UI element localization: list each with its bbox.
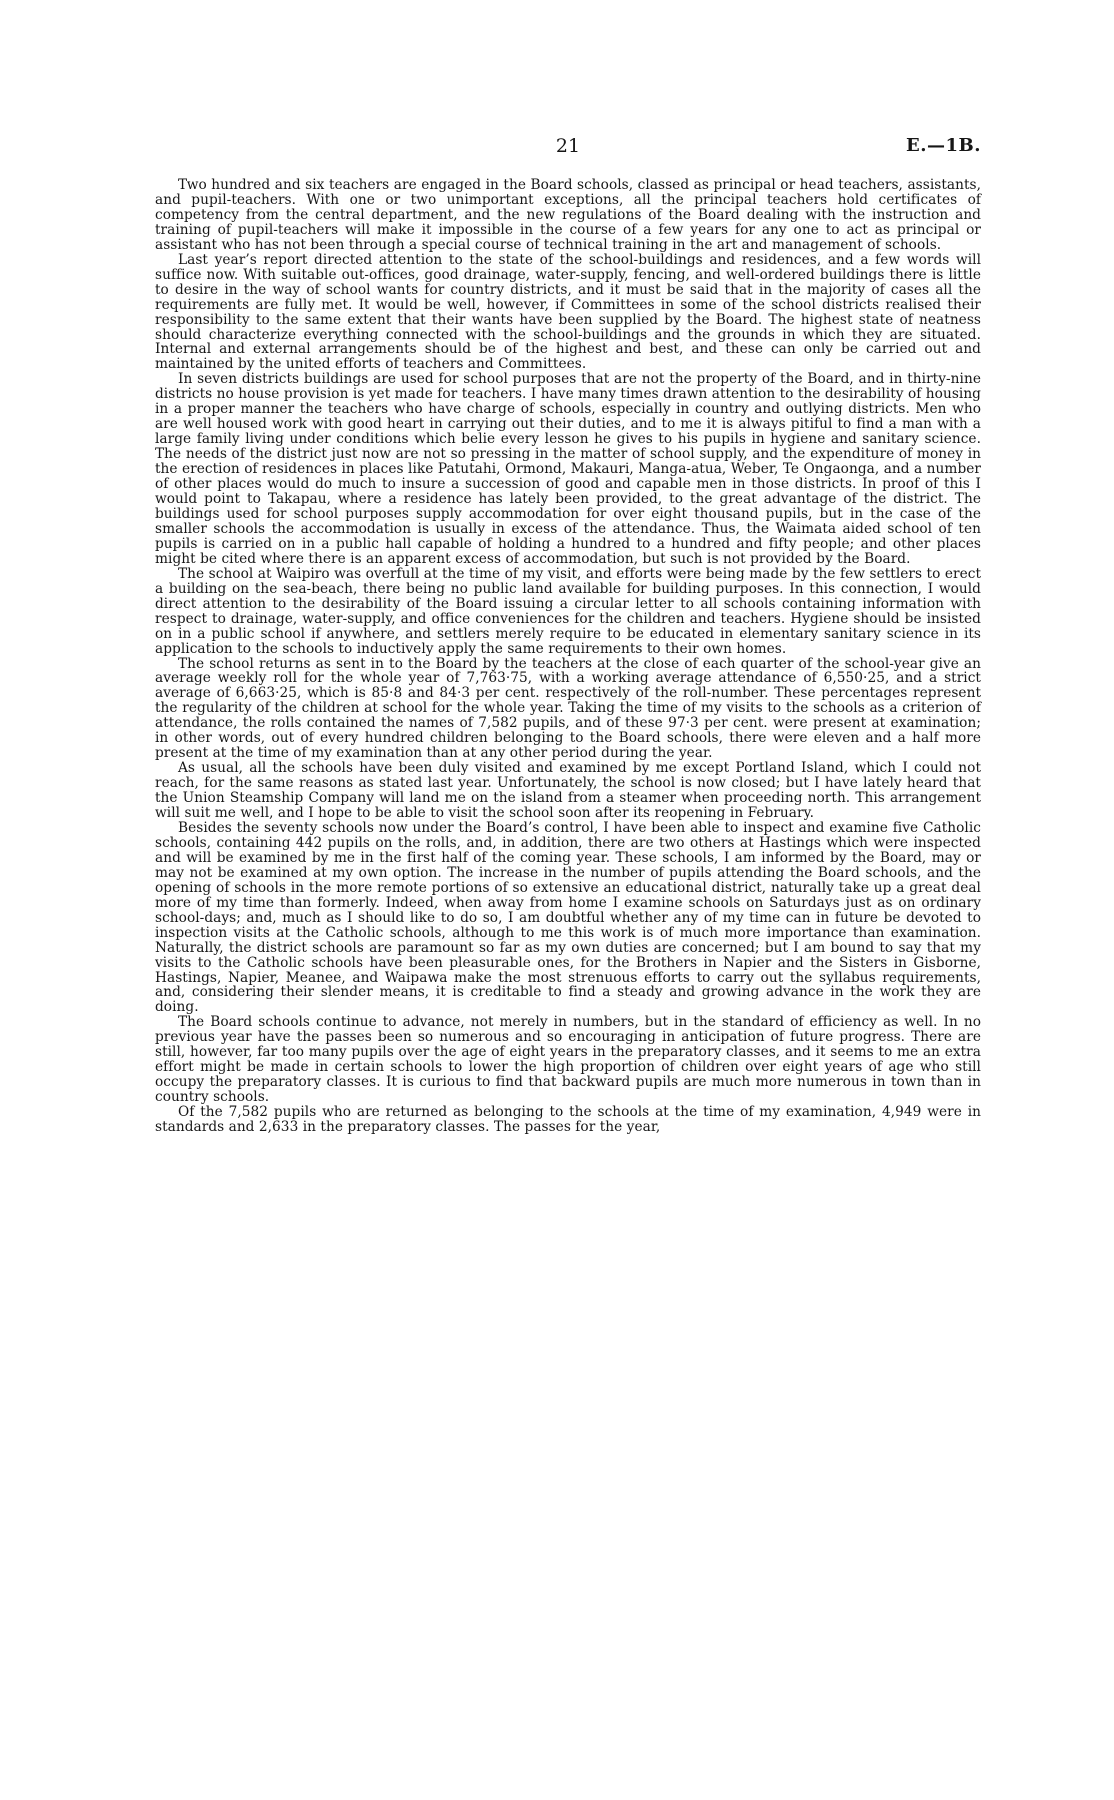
paragraph-efficiency: The Board schools continue to advance, not merely in numbers, but in the standard of efficiency as well. In no previous year have the passes been so numerous and so encouraging in anticipation of future progress. There are still, however, far too many pupils over the age of eight years in the preparatory classes, and it seems to me an extra effort might be made in certain schools to lower the high proportion of children over eight years of age who still occupy the preparatory classes. It is curious to find that backward pupils are much more numerous in town than in country schools. (155, 1014, 981, 1106)
page-header (155, 134, 981, 158)
paragraph-catholic-schools: Besides the seventy schools now under the Board’s control, I have been able to inspect and examine five Catholic schools, containing 442 pupils on the rolls, and, in addition, there are two others at Hastings which were inspected and will be examined by me in the first half of the coming year. These schools, I am informed by the Board, may or may not be examined at my own option. The increase in the number of pupils attending the Board schools, and the opening of schools in the more remote portions of so extensive an educational district, naturally take up a great deal more of my time than formerly. Indeed, when away from home I examine schools on Saturdays just as on ordinary school-days; and, much as I should like to do so, I am doubtful whether any of my time can in future be devoted to inspection visits at the Catholic schools, although to me this work is of much more importance than examination. Naturally, the district schools are paramount so far as my own duties are concerned; but I am bound to say that my visits to the Catholic schools have been pleasurable ones, for the Brothers in Napier and the Sisters in Gisborne, Hastings, Napier, Meanee, and Waipawa make the most strenuous efforts to carry out the syllabus requirements, and, considering their slender means, it is creditable to find a steady and growing advance in the work they are doing. (155, 819, 981, 1016)
paragraph-teachers: Two hundred and six teachers are engaged in the Board schools, classed as principal or head teachers, assistants, and pupil-teachers. With one or two unimportant exceptions, all the principal teachers hold certificates of competency from the central department, and the new regulations of the Board dealing with the instruction and training of pupil-teachers will make it impossible in the course of a few years for any one to act as principal or assistant who has not been through a special course of technical training in the art and management of schools. (155, 177, 981, 253)
paragraph-school-visits: As usual, all the schools have been duly visited and examined by me except Portland Island, which I could not reach, for the same reasons as stated last year. Unfortunately, the school is now closed; but I have lately heard that the Union Steamship Company will land me on the island from a steamer when proceeding north. This arrangement will suit me well, and I hope to be able to visit the school soon after its reopening in February. (155, 760, 981, 822)
document-reference: E.—1B. (906, 135, 981, 156)
report-text (155, 178, 981, 1135)
page-number: 21 (555, 135, 581, 157)
paragraph-waipiro-school: The school at Waipiro was overfull at the time of my visit, and efforts were being made by the few settlers to erect a building on the sea-beach, there being no public land available for building purposes. In this connection, I would direct attention to the desirability of the Board issuing a circular letter to all schools containing information with respect to drainage, water-supply, and office conveniences for the children and teachers. Hygiene should be insisted on in a public school if anywhere, and settlers merely require to be educated in elementary sanitary science in its application to the schools to inductively apply the same requirements to their own homes. (155, 565, 981, 657)
paragraph-school-returns: The school returns as sent in to the Board by the teachers at the close of each quarter of the school-year give an average weekly roll for the whole year of 7,763·75, with a working average attendance of 6,550·25, and a strict average of 6,663·25, which is 85·8 and 84·3 per cent. respectively of the roll-number. These percentages represent the regularity of the children at school for the whole year. Taking the time of my visits to the schools as a criterion of attendance, the rolls contained the names of 7,582 pupils, and of these 97·3 per cent. were present at examination; in other words, out of every hundred children belonging to the Board schools, there were eleven and a half more present at the time of my examination than at any other period during the year. (155, 655, 981, 762)
paragraph-school-buildings: Last year’s report directed attention to the state of the school-buildings and residences, and a few words will suffice now. With suitable out-offices, good drainage, water-supply, fencing, and well-ordered buildings there is little to desire in the way of school wants for country districts, and it must be said that in the majority of cases all the requirements are fully met. It would be well, however, if Committees in some of the school districts realised their responsibility to the same extent that their wants have been supplied by the Board. The highest state of neatness should characterize everything connected with the school-buildings and the grounds in which they are situated. Internal and external arrangements should be of the highest and best, and these can only be carried out and maintained by the united efforts of teachers and Committees. (155, 251, 981, 373)
paragraph-teacher-housing: In seven districts buildings are used for school purposes that are not the property of the Board, and in thirty-nine districts no house provision is yet made for teachers. I have many times drawn attention to the desirability of housing in a proper manner the teachers who have charge of schools, especially in country and outlying districts. Men who are well housed work with good heart in carrying out their duties, and to me it is always pitiful to find a man with a large family living under conditions which belie every lesson he gives to his pupils in hygiene and sanitary science. The needs of the district just now are not so pressing in the matter of school supply, and the expenditure of money in the erection of residences in places like Patutahi, Ormond, Makauri, Manga-atua, Weber, Te Ongaonga, and a number of other places would do much to insure a succession of good and capable men in those districts. In proof of this I would point to Takapau, where a residence has lately been provided, to the great advantage of the district. The buildings used for school purposes supply accommodation for over eight thousand pupils, but in the case of the smaller schools the accommodation is usually in excess of the attendance. Thus, the Waimata aided school of ten pupils is carried on in a public hall capable of holding a hundred to a hundred and fifty people; and other places might be cited where there is an apparent excess of accommodation, but such is not provided by the Board. (155, 371, 981, 567)
paragraph-examination-results: Of the 7,582 pupils who are returned as belonging to the schools at the time of my examination, 4,949 were in standards and 2,633 in the preparatory classes. The passes for the year, (155, 1104, 981, 1136)
